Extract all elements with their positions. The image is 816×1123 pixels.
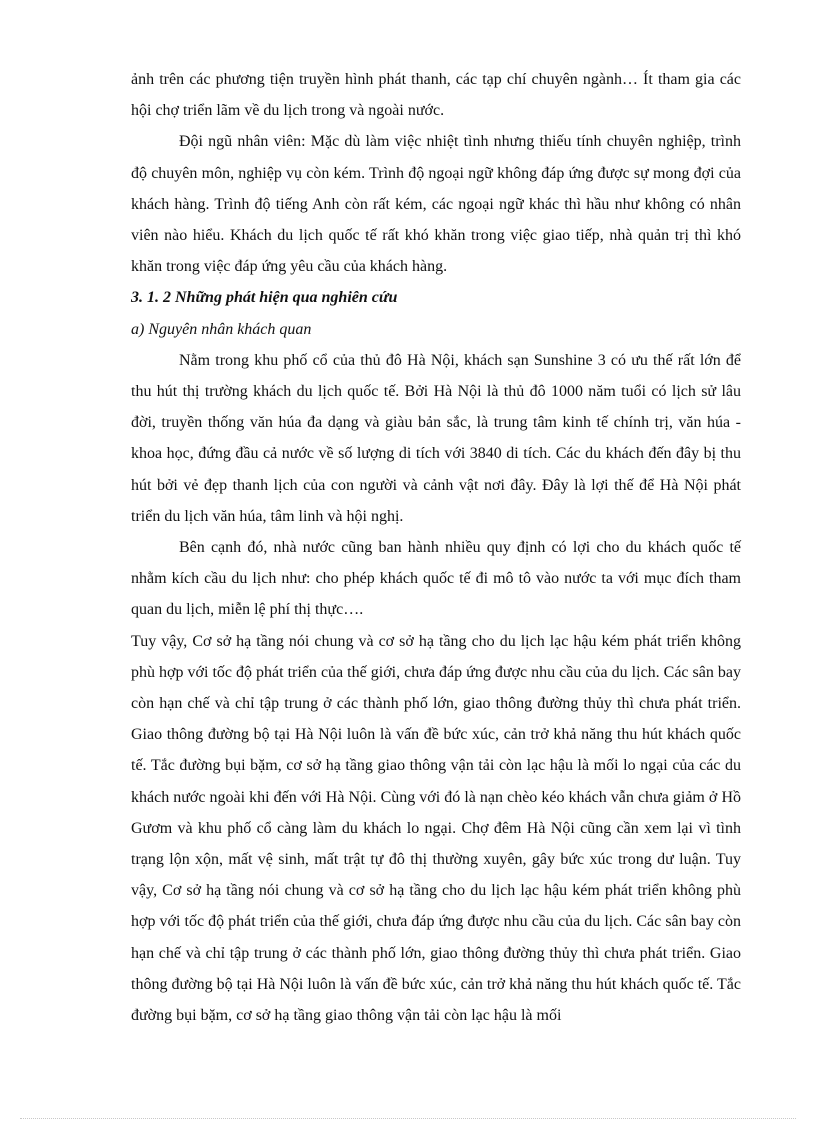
subsection-heading: a) Nguyên nhân khách quan [131,320,312,338]
paragraph-promotion: ảnh trên các phương tiện truyền hình phát thanh, các tạp chí chuyên ngành… Ít tham gia các hội chợ triển lãm về du lịch trong và ngoài nước. [131,71,741,120]
paragraph-staff: Đội ngũ nhân viên: Mặc dù làm việc nhiệt tình nhưng thiếu tính chuyên nghiệp, trình độ chuyên môn, nghiệp vụ còn kém. Trình độ ngoại ngữ không đáp ứng được sự mong đợi của khách hàng. Trình độ tiếng Anh còn rất kém, các ngoại ngữ khác thì hầu như không có nhân viên nào hiểu. Khách du lịch quốc tế rất khó khăn trong việc giao tiếp, nhà quản trị thì khó khăn trong việc đáp ứng yêu cầu của khách hàng. [131,133,741,276]
page-bottom-divider [20,1118,796,1119]
paragraph-location: Nằm trong khu phố cổ của thủ đô Hà Nội, khách sạn Sunshine 3 có ưu thế rất lớn để thu hút thị trường khách du lịch quốc tế. Bởi Hà Nội là thủ đô 1000 năm tuổi có lịch sử lâu đời, truyền thống văn húa đa dạng và giàu bản sắc, là trung tâm kinh tế chính trị, văn húa - khoa học, đứng đầu cả nước về số lượng di tích với 3840 di tích. Các du khách đến đây bị thu hút bởi vẻ đẹp thanh lịch của con người và cảnh vật nơi đây. Đây là lợi thế để Hà Nội phát triển du lịch văn húa, tâm linh và hội nghị. [131,351,741,525]
paragraph-policy: Bên cạnh đó, nhà nước cũng ban hành nhiều quy định có lợi cho du khách quốc tế nhằm kích cầu du lịch như: cho phép khách quốc tế đi mô tô vào nước ta với mục đích tham quan du lịch, miễn lệ phí thị thực…. [131,539,741,619]
document-page [131,64,741,1031]
paragraph-infrastructure: Tuy vậy, Cơ sở hạ tầng nói chung và cơ sở hạ tầng cho du lịch lạc hậu kém phát triển không phù hợp với tốc độ phát triển của thế giới, chưa đáp ứng được nhu cầu của du lịch. Các sân bay còn hạn chế và chỉ tập trung ở các thành phố lớn, giao thông đường thủy thì chưa phát triển. Giao thông đường bộ tại Hà Nội luôn là vấn đề bức xúc, cản trở khả năng thu hút khách quốc tế. Tắc đường bụi bặm, cơ sở hạ tầng giao thông vận tải còn lạc hậu là mối lo ngại của các du khách nước ngoài khi đến với Hà Nội. Cùng với đó là nạn chèo kéo khách vẫn chưa giảm ở Hồ Gươm và khu phố cổ càng làm du khách lo ngại. Chợ đêm Hà Nội cũng cần xem lại vì tình trạng lộn xộn, mất vệ sinh, mất trật tự đô thị thường xuyên, gây bức xúc trong dư luận. Tuy vậy, Cơ sở hạ tầng nói chung và cơ sở hạ tầng cho du lịch lạc hậu kém phát triển không phù hợp với tốc độ phát triển của thế giới, chưa đáp ứng được nhu cầu của du lịch. Các sân bay còn hạn chế và chỉ tập trung ở các thành phố lớn, giao thông đường thủy thì chưa phát triển. Giao thông đường bộ tại Hà Nội luôn là vấn đề bức xúc, cản trở khả năng thu hút khách quốc tế. Tắc đường bụi bặm, cơ sở hạ tầng giao thông vận tải còn lạc hậu là mối [131,632,741,1025]
section-heading: 3. 1. 2 Những phát hiện qua nghiên cứu [131,289,398,307]
